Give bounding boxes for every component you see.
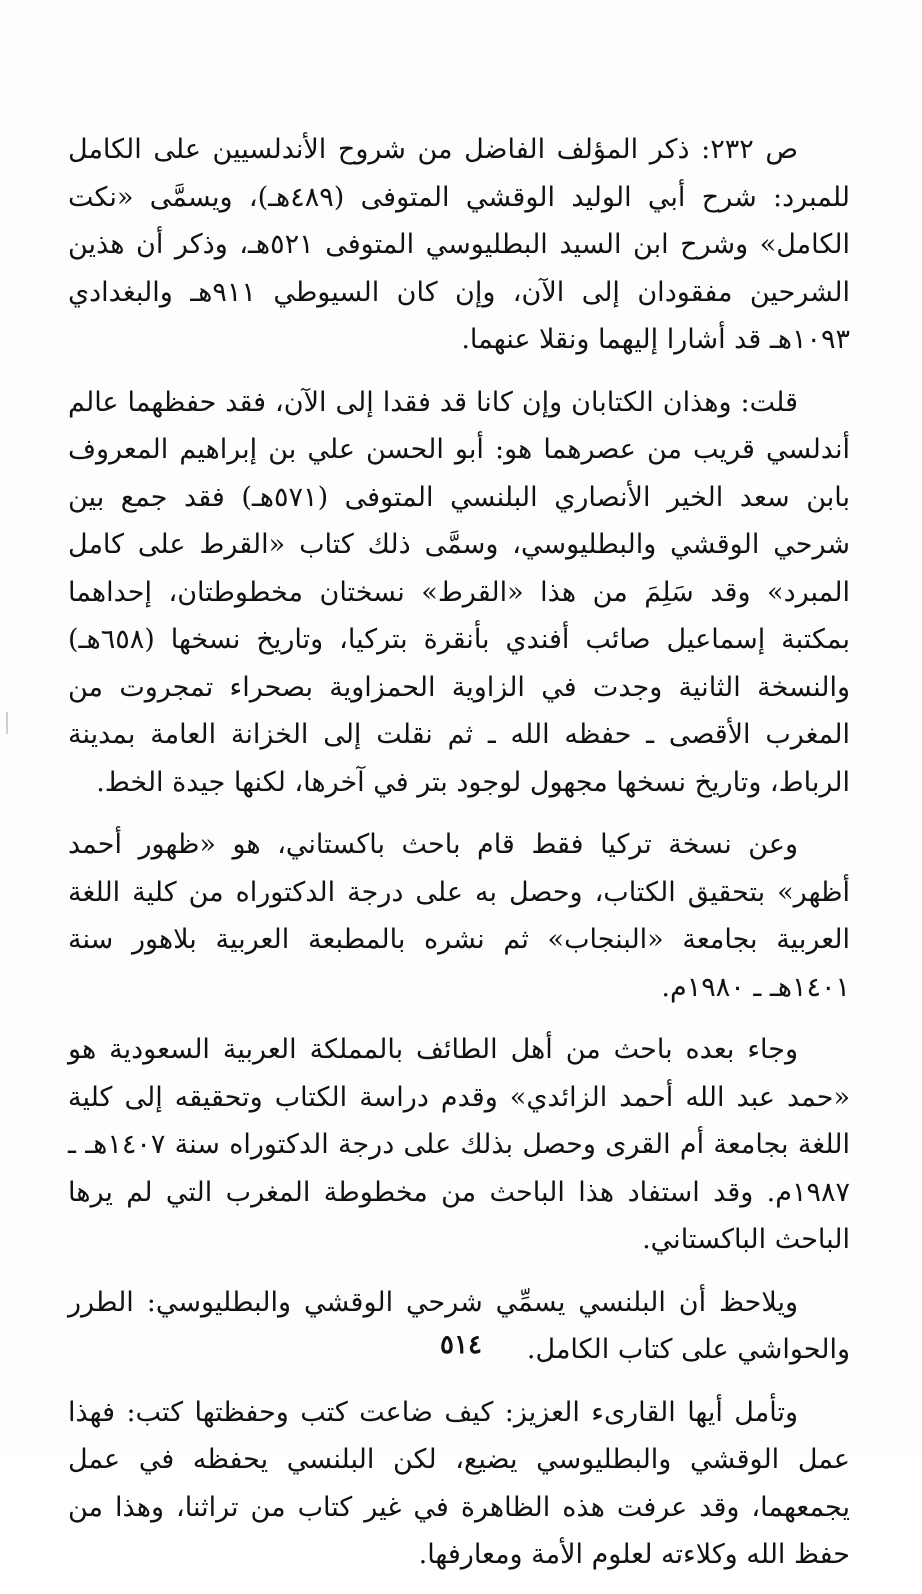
paragraph-naming-note: ويلاحظ أن البلنسي يسمِّي شرحي الوقشي والبطليوسي: الطرر والحواشي على كتاب الكامل.: [68, 1286, 850, 1365]
scan-edge-mark: [6, 712, 8, 734]
paragraph-reflection: وتأمل أيها القارىء العزيز: كيف ضاعت كتب وحفظتها كتب: فهذا عمل الوقشي والبطليوسي يضيع، لكن البلنسي يحفظه في عمل يجمعهما، وقد عرفت هذه الظاهرة في غير كتاب من تراثنا، وهذا من حفظ الله وكلاءته لعلوم الأمة ومعارفها.: [68, 1396, 850, 1570]
page-number: ٥١٤: [440, 1330, 482, 1360]
page-text-body: [68, 126, 850, 1594]
paragraph-qurt-manuscripts: قلت: وهذان الكتابان وإن كانا قد فقدا إلى الآن، فقد حفظهما عالم أندلسي قريب من عصرهما هو: أبو الحسن علي بن إبراهيم المعروف بابن سعد الخير الأنصاري البلنسي المتوفى (٥٧١هـ) فقد جمع بين شرحي الوقشي والبطليوسي، وسمَّى ذلك كتاب «القرط على كامل المبرد» وقد سَلِمَ من هذا «القرط» نسختان مخطوطتان، إحداهما بمكتبة إسماعيل صائب أفندي بأنقرة بتركيا، وتاريخ نسخها (٦٥٨هـ) والنسخة الثانية وجدت في الزاوية الحمزاوية بصحراء تمجروت من المغرب الأقصى ـ حفظه الله ـ ثم نقلت إلى الخزانة العامة بمدينة الرباط، وتاريخ نسخها مجهول لوجود بتر في آخرها، لكنها جيدة الخط.: [68, 386, 851, 798]
paragraph-source-note: ص ٢٣٢: ذكر المؤلف الفاضل من شروح الأندلسيين على الكامل للمبرد: شرح أبي الوليد الوقشي المتوفى (٤٨٩هـ)، ويسمَّى «نكت الكامل» وشرح ابن السيد البطليوسي المتوفى ٥٢١هـ، وذكر أن هذين الشرحين مفقودان إلى الآن، وإن كان السيوطي ٩١١هـ والبغدادي ١٠٩٣هـ قد أشارا إليهما ونقلا عنهما.: [68, 134, 851, 355]
paragraph-pakistani-edition: وعن نسخة تركيا فقط قام باحث باكستاني، هو «ظهور أحمد أظهر» بتحقيق الكتاب، وحصل به على درجة الدكتوراه من كلية اللغة العربية بجامعة «البنجاب» ثم نشره بالمطبعة العربية بلاهور سنة ١٤٠١هـ ـ ١٩٨٠م.: [68, 829, 850, 1003]
paragraph-saudi-edition: وجاء بعده باحث من أهل الطائف بالمملكة العربية السعودية هو «حمد عبد الله أحمد الزائدي» وقدم دراسة الكتاب وتحقيقه إلى كلية اللغة بجامعة أم القرى وحصل بذلك على درجة الدكتوراه سنة ١٤٠٧هـ ـ ١٩٨٧م. وقد استفاد هذا الباحث من مخطوطة المغرب التي لم يرها الباحث الباكستاني.: [68, 1034, 850, 1255]
